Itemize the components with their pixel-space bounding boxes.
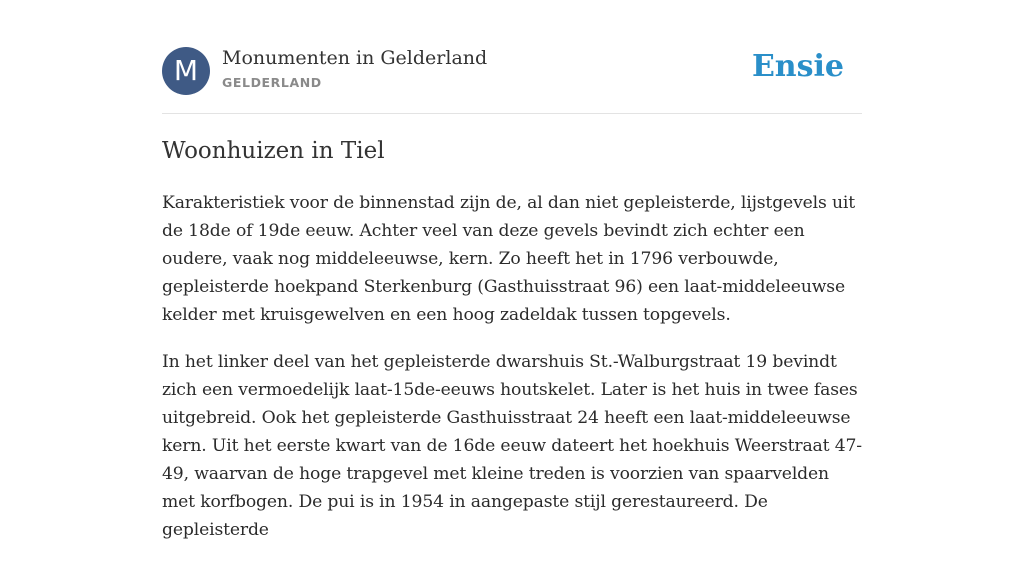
article-body [162, 189, 864, 563]
article-paragraph: Karakteristiek voor de binnenstad zijn de, al dan niet gepleisterde, lijstgevels uit de 18de of 19de eeuw. Achter veel van deze gevels bevindt zich echter een oudere, vaak nog middeleeuwse, kern. Zo heeft het in 1796 verbouwde, gepleisterde hoekpand Sterkenburg (Gasthuisstraat 96) een laat-middeleeuwse kelder met kruisgewelven en een hoog zadeldak tussen topgevels. [162, 193, 856, 325]
site-subtitle[interactable]: GELDERLAND [222, 75, 322, 90]
brand-logo[interactable]: Ensie [751, 49, 844, 84]
site-header [162, 47, 862, 95]
article-title: Woonhuizen in Tiel [162, 138, 385, 164]
avatar[interactable]: M [162, 47, 210, 95]
site-title[interactable]: Monumenten in Gelderland [222, 47, 488, 69]
article-paragraph: In het linker deel van het gepleisterde dwarshuis St.-Walburgstraat 19 bevindt zich een vermoedelijk laat-15de-eeuws houtskelet. Later is het huis in twee fases uitgebreid. Ook het gepleisterde Gasthuisstraat 24 heeft een laat-middeleeuwse kern. Uit het eerste kwart van de 16de eeuw dateert het hoekhuis Weerstraat 47-49, waarvan de hoge trapgevel met kleine treden is voorzien van spaarvelden met korfbogen. De pui is in 1954 in aangepaste stijl gerestaureerd. De gepleisterde [162, 352, 862, 540]
header-divider [162, 113, 862, 114]
